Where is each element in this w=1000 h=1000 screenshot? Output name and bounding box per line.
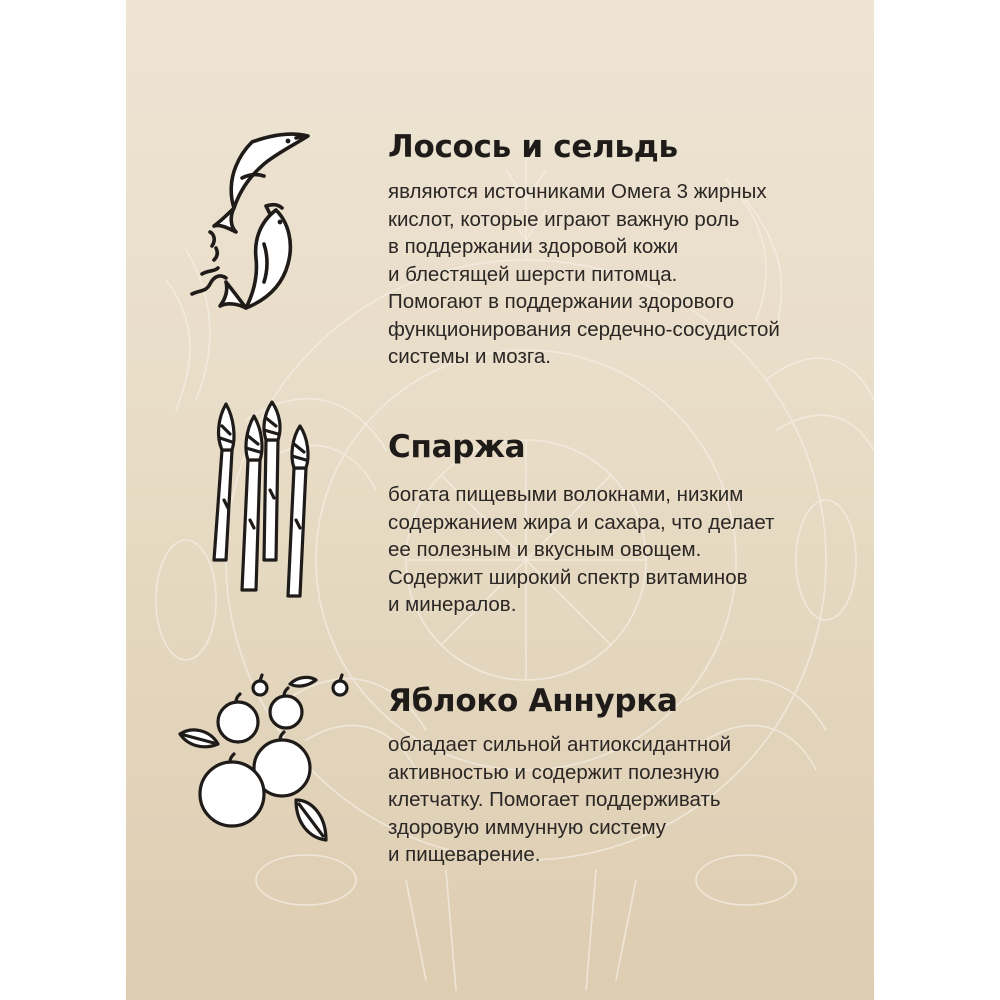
- section-description: [388, 731, 731, 869]
- description-line: системы и мозга.: [388, 345, 551, 368]
- description-line: здоровую иммунную систему: [388, 815, 667, 839]
- description-line: Помогают в поддержании здорового: [388, 290, 735, 313]
- section-description: [388, 178, 780, 371]
- description-line: кислот, которые играют важную роль: [388, 207, 740, 231]
- description-line: богата пищевыми волокнами, низким: [388, 483, 744, 506]
- description-line: Содержит широкий спектр витаминов: [388, 565, 748, 589]
- description-line: являются источниками Омега 3 жирных: [388, 180, 767, 203]
- description-line: клетчатку. Помогает поддерживать: [388, 788, 721, 811]
- description-line: обладает сильной антиоксидантной: [388, 733, 732, 756]
- section-title: Лосось и сельдь: [388, 129, 678, 165]
- product-info-card: [126, 0, 874, 1000]
- apples-icon: [178, 670, 358, 860]
- fish-icon: [184, 124, 316, 324]
- section-title: Спаржа: [388, 429, 526, 465]
- description-line: ее полезным и вкусным овощем.: [388, 538, 702, 561]
- description-line: в поддержании здоровой кожи: [388, 235, 679, 258]
- description-line: содержанием жира и сахара, что делает: [388, 510, 775, 534]
- description-line: и пищеварение.: [388, 843, 541, 866]
- description-line: функционирования сердечно-сосудистой: [388, 317, 780, 341]
- description-line: и минералов.: [388, 593, 517, 616]
- description-line: активностью и содержит полезную: [388, 760, 720, 784]
- section-title: Яблоко Аннурка: [388, 683, 678, 719]
- section-description: [388, 481, 774, 619]
- description-line: и блестящей шерсти питомца.: [388, 262, 678, 286]
- asparagus-icon: [210, 400, 320, 600]
